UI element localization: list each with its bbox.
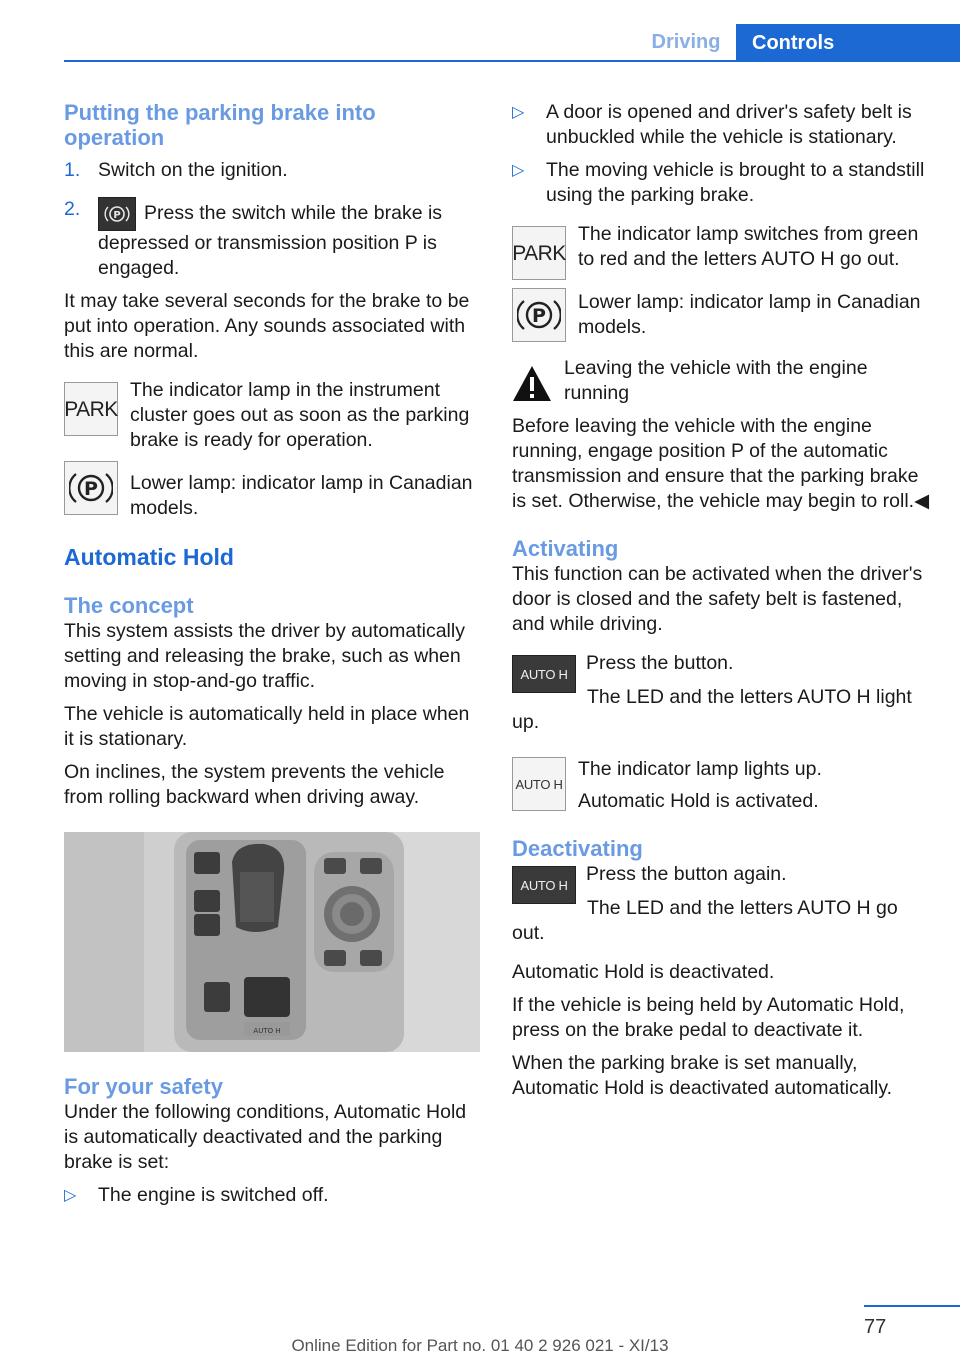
parking-brake-indicator-icon — [512, 288, 566, 342]
indicator-lights-text: The indicator lamp lights up. — [578, 758, 822, 780]
step-text: P Press the switch while the brake is depressed or transmission position P is engaged. — [98, 197, 482, 281]
auto-h-button-icon: AUTO H — [512, 866, 576, 904]
header-tab-controls[interactable]: Controls — [736, 24, 960, 62]
heading-putting-into-operation: Putting the parking brake into operation — [64, 100, 376, 150]
bullet-text: The engine is switched off. — [98, 1184, 329, 1206]
bullet-door-opened — [512, 100, 930, 150]
warning-triangle-icon — [512, 364, 552, 404]
paragraph-safety: Under the following conditions, Automatic Hold is automatically deactivated and the parking brake is set: — [64, 1101, 467, 1173]
indicator-lower-row-right — [512, 288, 930, 342]
led-go-out-text: The LED and the letters AUTO H go out. — [512, 897, 898, 944]
bullet-text: A door is opened and driver's safety belt is unbuckled while the vehicle is stationary. — [546, 101, 912, 148]
indicator-park-row-right — [512, 222, 930, 280]
auto-h-indicator-icon: AUTO H — [512, 757, 566, 811]
heading-activating: Activating — [512, 536, 619, 561]
parking-brake-indicator-icon — [64, 461, 118, 515]
press-button-text: Press the button. — [586, 652, 734, 674]
parking-brake-switch-icon — [98, 197, 136, 231]
svg-text:AUTO H: AUTO H — [253, 1027, 281, 1035]
paragraph-activating: This function can be activated when the driver's door is closed and the safety belt is fastened, and while driving. — [512, 563, 923, 635]
auto-h-button-icon: AUTO H — [512, 655, 576, 693]
activated-text: Automatic Hold is activated. — [578, 790, 819, 812]
park-indicator-icon: PARK — [64, 382, 118, 436]
bullet-icon: ▷ — [512, 104, 525, 121]
press-again-text: Press the button again. — [586, 863, 787, 885]
header-tab-driving[interactable]: Driving — [651, 31, 721, 53]
park-indicator-icon: PARK — [512, 226, 566, 280]
paragraph-concept-2: The vehicle is automatically held in place when it is stationary. — [64, 703, 470, 750]
bullet-standstill — [512, 158, 930, 208]
footer-rule — [864, 1305, 960, 1307]
led-light-up-text: The LED and the letters AUTO H light up. — [512, 686, 912, 733]
indicator-park-text: The indicator lamp in the instrument cluster goes out as soon as the parking brake is ready for operation. — [130, 379, 470, 451]
warning-row — [512, 357, 930, 406]
heading-deactivating: Deactivating — [512, 836, 643, 861]
indicator-lights-row — [512, 757, 930, 814]
center-console-illustration — [64, 832, 480, 1052]
bullet-icon: ▷ — [64, 1187, 77, 1204]
edition-note: Online Edition for Part no. 01 40 2 926 021 - XI/13 — [291, 1336, 669, 1355]
paragraph-delay: It may take several seconds for the brake to be put into operation. Any sounds associated with this are normal. — [64, 290, 470, 362]
step-text: Switch on the ignition. — [98, 159, 288, 181]
indicator-lower-row — [64, 461, 482, 521]
paragraph-concept-3: On inclines, the system prevents the vehicle from rolling backward when driving away. — [64, 761, 445, 808]
right-column — [512, 100, 930, 1101]
paragraph-concept-1: This system assists the driver by automatically setting and releasing the brake, such as when moving in stop-and-go traffic. — [64, 620, 465, 692]
step-2 — [64, 197, 482, 281]
warning-text: Before leaving the vehicle with the engine running, engage position P of the automatic transmission and ensure that the parking brake is set. Otherwise, the vehicle may begin to roll.◀ — [512, 415, 930, 512]
paragraph-held: If the vehicle is being held by Automatic Hold, press on the brake pedal to deactivate it. — [512, 994, 905, 1041]
indicator-park-row — [64, 378, 482, 453]
indicator-switch-text: The indicator lamp switches from green to red and the letters AUTO H go out. — [578, 223, 919, 270]
bullet-icon: ▷ — [512, 162, 525, 179]
step-1 — [64, 158, 482, 183]
deactivated-text: Automatic Hold is deactivated. — [512, 961, 775, 983]
bullet-text: The moving vehicle is brought to a standstill using the parking brake. — [546, 159, 925, 206]
step-number: 1. — [64, 159, 81, 181]
step-number: 2. — [64, 198, 81, 220]
center-console-photo — [64, 832, 480, 1052]
indicator-lights-block — [578, 757, 930, 814]
paragraph-manual: When the parking brake is set manually, Automatic Hold is deactivated automatically. — [512, 1052, 893, 1099]
page-number: 77 — [864, 1316, 887, 1338]
heading-for-your-safety: For your safety — [64, 1074, 223, 1099]
header-rule — [64, 60, 960, 62]
svg-text:P: P — [84, 478, 98, 500]
warning-title: Leaving the vehicle with the engine running — [564, 357, 868, 404]
svg-text:P: P — [113, 210, 121, 221]
indicator-lower-text: Lower lamp: indicator lamp in Canadian models. — [130, 472, 473, 519]
heading-automatic-hold: Automatic Hold — [64, 544, 234, 570]
left-column — [64, 100, 482, 1208]
svg-text:P: P — [532, 305, 546, 327]
bullet-engine-off — [64, 1183, 482, 1208]
indicator-lower-text: Lower lamp: indicator lamp in Canadian models. — [578, 291, 921, 338]
heading-concept: The concept — [64, 593, 194, 618]
